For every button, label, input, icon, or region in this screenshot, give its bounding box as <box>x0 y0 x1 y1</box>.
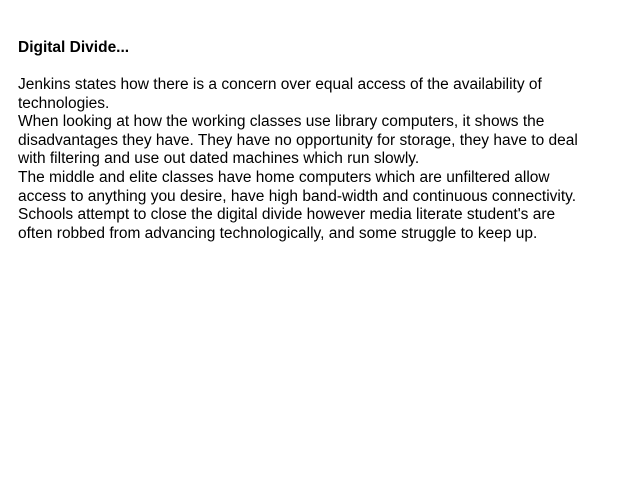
text-line: access to anything you desire, have high band-width and continuous connectivity. <box>18 187 577 205</box>
text-line: with filtering and use out dated machines which run slowly. <box>18 150 420 168</box>
text-line: The middle and elite classes have home computers which are unfiltered allow <box>18 168 550 186</box>
text-line: Jenkins states how there is a concern over equal access of the availability of <box>18 76 542 93</box>
text-line: disadvantages they have. They have no opportunity for storage, they have to deal <box>18 131 578 149</box>
text-line: technologies. <box>18 94 110 112</box>
text-line: Schools attempt to close the digital divide however media literate student's are <box>18 206 556 224</box>
text-line: often robbed from advancing technologically, and some struggle to keep up. <box>18 224 538 242</box>
text-line: When looking at how the working classes use library computers, it shows the <box>18 113 545 131</box>
slide-title: Digital Divide... <box>18 39 130 56</box>
body-text <box>18 76 624 243</box>
slide-content <box>18 38 624 243</box>
